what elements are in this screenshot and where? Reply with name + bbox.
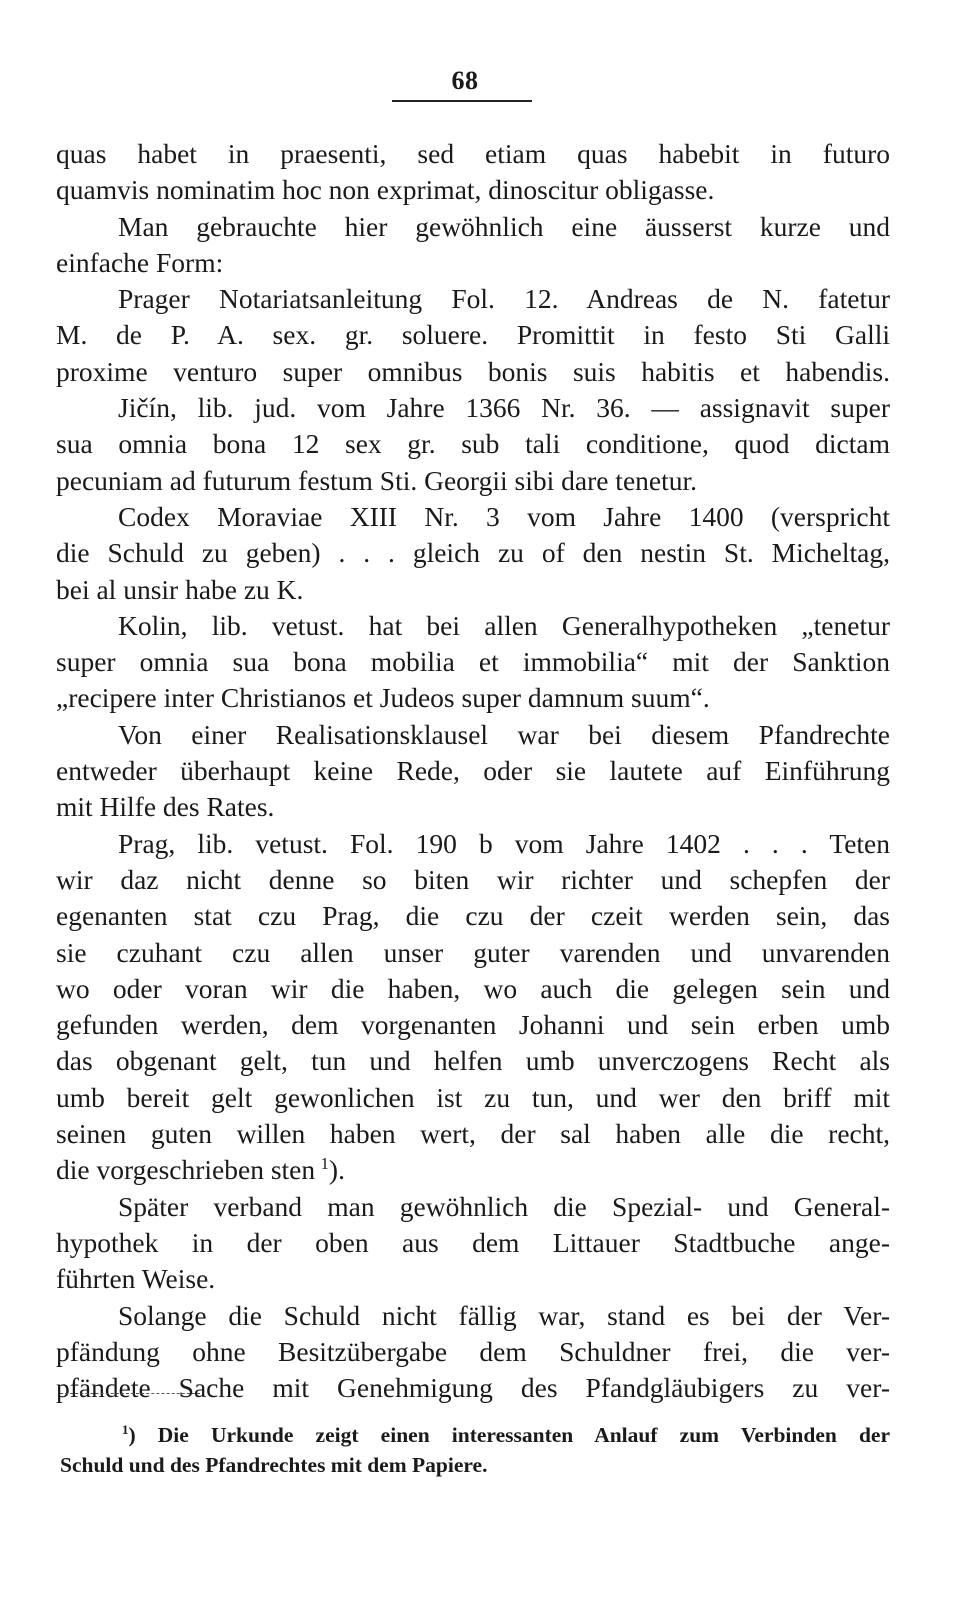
- text-line: hypothek in der oben aus dem Littauer Stadtbuche ange-: [56, 1226, 890, 1258]
- footnote-line: [60, 1420, 890, 1450]
- text-line: Man gebrauchte hier gewöhnlich eine äusserst kurze und: [118, 210, 890, 242]
- text-line: quamvis nominatim hoc non exprimat, dinoscitur obligasse.: [56, 174, 715, 206]
- footnotes: [60, 1420, 890, 1480]
- text-line: super omnia sua bona mobilia et immobilia“ mit der Sanktion: [56, 646, 890, 678]
- text-line: Prag, lib. vetust. Fol. 190 b vom Jahre 1402 . . . Teten: [118, 827, 890, 859]
- text-line: Solange die Schuld nicht fällig war, stand es bei der Ver-: [118, 1299, 890, 1331]
- footnote-text: Die Urkunde zeigt einen interessanten Anlauf zum Verbinden der: [157, 1423, 891, 1447]
- text-line: „recipere inter Christianos et Judeos super damnum suum“.: [56, 682, 710, 714]
- text-line: wo oder voran wir die haben, wo auch die gelegen sein und: [56, 972, 890, 1004]
- text-line: bei al unsir habe zu K.: [56, 573, 304, 605]
- text-line: Später verband man gewöhnlich die Spezial- und General-: [118, 1190, 890, 1222]
- text-line: Jičín, lib. jud. vom Jahre 1366 Nr. 36. — assignavit super: [118, 392, 890, 424]
- text-line: pfändete Sache mit Genehmigung des Pfandgläubigers zu ver-: [56, 1372, 890, 1404]
- footnote-marker: 1: [122, 1422, 129, 1437]
- footnote-reference[interactable]: 1: [320, 1154, 329, 1174]
- text-line: wir daz nicht denne so biten wir richter und schepfen der: [56, 863, 890, 895]
- text-line: umb bereit gelt gewonlichen ist zu tun, und wer den briff mit: [56, 1081, 890, 1113]
- page-number-rule: [392, 100, 532, 102]
- text-line: Codex Moraviae XIII Nr. 3 vom Jahre 1400 (verspricht: [118, 500, 890, 532]
- text-line: pecuniam ad futurum festum Sti. Georgii sibi dare tenetur.: [56, 464, 698, 496]
- text-line: quas habet in praesenti, sed etiam quas habebit in futuro: [56, 138, 890, 169]
- text-line: egenanten stat czu Prag, die czu der czeit werden sein, das: [56, 900, 890, 932]
- text-line: entweder überhaupt keine Rede, oder sie lautete auf Einführung: [56, 755, 890, 787]
- text-line: Von einer Realisationsklausel war bei diesem Pfandrechte: [118, 718, 890, 750]
- text-line: die Schuld zu geben) . . . gleich zu of den nestin St. Micheltag,: [56, 537, 890, 569]
- text-line: führten Weise.: [56, 1263, 216, 1295]
- footnote-reference-tail: ).: [328, 1154, 345, 1186]
- body-text: [56, 136, 890, 1406]
- footnote-separator: [60, 1393, 200, 1394]
- footnote-line: Schuld und des Pfandrechtes mit dem Papiere.: [60, 1453, 488, 1477]
- text-line: gefunden werden, dem vorgenanten Johanni und sein erben umb: [56, 1009, 890, 1041]
- text-line: sua omnia bona 12 sex gr. sub tali conditione, quod dictam: [56, 428, 890, 460]
- text-line: Prager Notariatsanleitung Fol. 12. Andreas de N. fatetur: [118, 283, 890, 315]
- text-line: M. de P. A. sex. gr. soluere. Promittit in festo Sti Galli: [56, 319, 890, 351]
- text-line: pfändung ohne Besitzübergabe dem Schuldner frei, die ver-: [56, 1335, 890, 1367]
- text-line: einfache Form:: [56, 246, 224, 278]
- text-line: mit Hilfe des Rates.: [56, 791, 275, 823]
- text-line-content: die vorgeschrieben sten: [56, 1154, 316, 1186]
- text-line: das obgenant gelt, tun und helfen umb unverczogens Recht als: [56, 1045, 890, 1077]
- text-line: Kolin, lib. vetust. hat bei allen Generalhypotheken „tenetur: [118, 609, 890, 641]
- text-line: proxime venturo super omnibus bonis suis habitis et habendis.: [56, 355, 890, 387]
- page-number: 68: [451, 66, 479, 95]
- footnote-marker-tail: ): [128, 1423, 136, 1447]
- text-line: sie czuhant czu allen unser guter varenden und unvarenden: [56, 936, 890, 968]
- text-line: seinen guten willen haben wert, der sal haben alle die recht,: [56, 1118, 890, 1150]
- text-line-with-footnote-ref: [56, 1152, 890, 1188]
